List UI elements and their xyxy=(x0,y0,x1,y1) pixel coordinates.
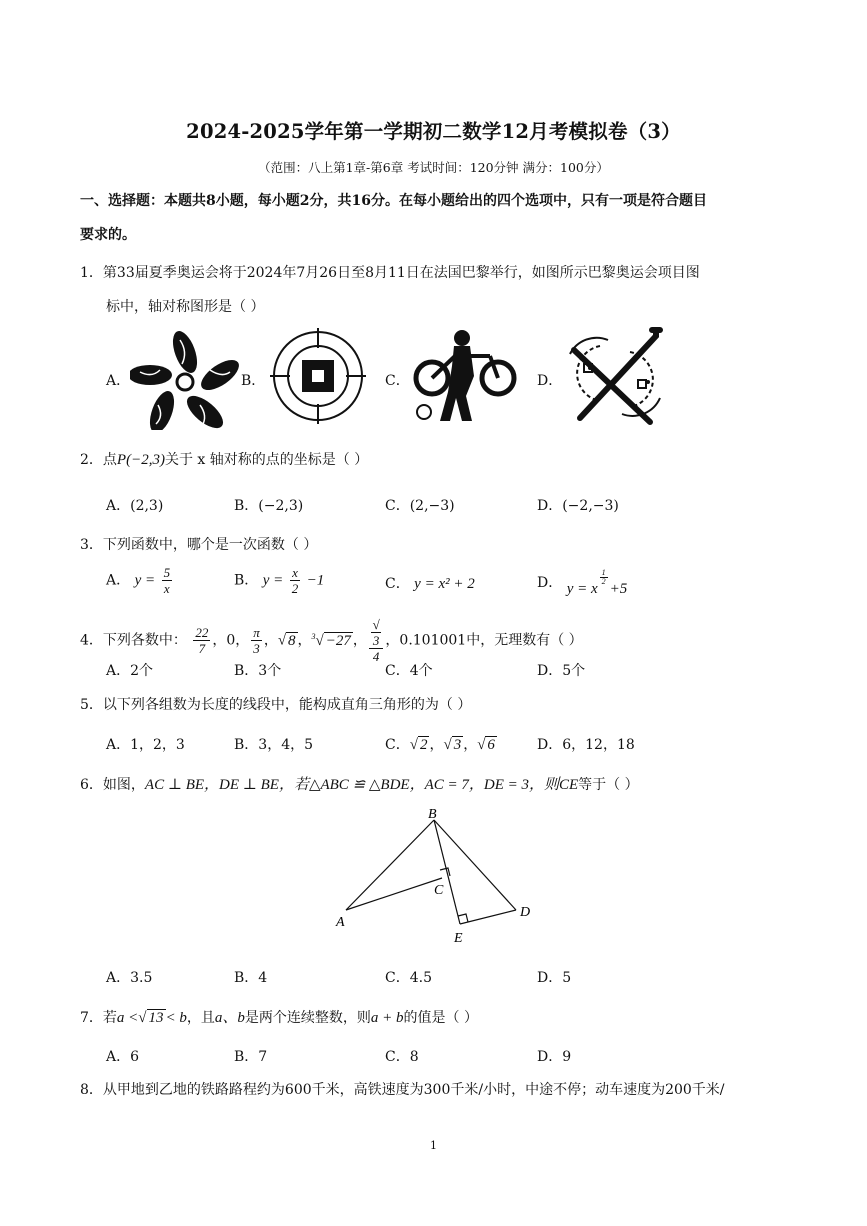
q3-stem: 3．下列函数中，哪个是一次函数（ ） xyxy=(80,537,318,553)
q5-option-a: A．1，2，3 xyxy=(106,737,185,753)
q7-option-a: A．6 xyxy=(106,1049,140,1065)
q6-triangle-figure xyxy=(330,806,540,952)
q7-option-b: B．7 xyxy=(234,1049,268,1065)
q5-option-c: C．√ 2 ，√ 3 ，√ 6 xyxy=(385,737,495,753)
q4-stem: 4．下列各数中： $\frac{22}{7}$ ，0， $\frac{\pi}{3}$ ，√ 8 ，$^3$√ −27 ， √ 3 4 ，0.101001中，无理数有（ ） xyxy=(80,617,583,664)
q6-stem: 6．如图，AC ⊥ BE，DE ⊥ BE，若△ABC ≌ △BDE，AC = 7，DE = 3，则CE等于（ ） xyxy=(80,777,639,793)
q3-option-b: B． y = $\frac{x}{2}$ −1 xyxy=(234,565,325,596)
q1-option-b-label: B． xyxy=(241,373,266,389)
label-e: E xyxy=(454,931,463,946)
q5-option-d: D．6，12，18 xyxy=(537,737,635,753)
q4-option-c: C．4个 xyxy=(385,663,433,679)
exam-subtitle: （范围：八上第1章-第6章 考试时间：120分钟 满分：100分） xyxy=(258,160,609,175)
segment-be xyxy=(434,820,460,924)
label-d: D xyxy=(520,905,531,920)
label-a: A xyxy=(336,915,345,930)
q4-option-b: B．3个 xyxy=(234,663,282,679)
q1-stem-line2: 标中，轴对称图形是（ ） xyxy=(106,299,265,315)
segment-bd xyxy=(434,820,516,910)
q1-figure-a-pinwheel-icon xyxy=(130,330,240,430)
label-c: C xyxy=(434,883,444,898)
segment-ac xyxy=(346,878,442,910)
q2-point: P(−2,3) xyxy=(116,452,165,468)
q5-stem: 5．以下列各组数为长度的线段中，能构成直角三角形的为（ ） xyxy=(80,697,472,713)
label-b: B xyxy=(428,807,437,822)
q7-stem: 7．若a <√ 13 < b，且a、b是两个连续整数，则a + b的值是（ ） xyxy=(80,1010,478,1026)
section-heading-line2: 要求的。 xyxy=(80,227,136,243)
q7-option-c: C．8 xyxy=(385,1049,419,1065)
segment-ed xyxy=(460,910,516,924)
q1-figure-b-target-icon xyxy=(268,326,368,426)
page-number: 1 xyxy=(430,1139,437,1152)
q1-option-a-label: A． xyxy=(106,373,131,389)
q1-option-d-label: D． xyxy=(537,373,563,389)
q7-option-d: D．9 xyxy=(537,1049,572,1065)
q1-option-c-label: C． xyxy=(385,373,410,389)
q6-option-d: D．5 xyxy=(537,970,572,986)
q3-option-d: D． y = x $\frac{1}{2}$ +5 xyxy=(537,567,628,597)
q3-option-c: C． y = x² + 2 xyxy=(385,576,475,592)
q2-option-c: C．(2,−3) xyxy=(385,498,455,514)
q3-option-a: A． y = $\frac{5}{x}$ xyxy=(106,565,171,596)
q2-option-d: D．(−2,−3) xyxy=(537,498,619,514)
q2-suffix: 关于 x 轴对称的点的坐标是（ ） xyxy=(164,452,369,468)
section-heading xyxy=(80,184,800,252)
q6-option-b: B．4 xyxy=(234,970,268,986)
section-heading-line1: 一、选择题：本题共8小题，每小题2分，共16分。在每小题给出的四个选项中，只有一项是符合题目 xyxy=(80,193,707,209)
q1-figure-d-hockey-icon xyxy=(560,322,670,430)
q2-prefix: 2．点 xyxy=(80,452,117,468)
q2-option-a: A．(2,3) xyxy=(106,498,164,514)
q1-figure-c-cyclist-icon xyxy=(410,326,520,426)
q1-stem-line1: 1．第33届夏季奥运会将于2024年7月26日至8月11日在法国巴黎举行，如图所示巴黎奥运会项目图 xyxy=(80,265,700,281)
q2-option-b: B．(−2,3) xyxy=(234,498,304,514)
q6-option-c: C．4.5 xyxy=(385,970,432,986)
right-angle-c xyxy=(440,868,450,876)
q2-stem xyxy=(80,449,368,469)
segment-ab xyxy=(346,820,434,910)
q8-stem-line1: 8．从甲地到乙地的铁路路程约为600千米，高铁速度为300千米/小时，中途不停；动车速度为200千米/ xyxy=(80,1082,725,1098)
q5-option-b: B．3，4，5 xyxy=(234,737,314,753)
q4-option-d: D．5个 xyxy=(537,663,586,679)
q4-option-a: A．2个 xyxy=(106,663,154,679)
page-title: 2024-2025学年第一学期初二数学12月考模拟卷（3） xyxy=(186,120,681,143)
q6-option-a: A．3.5 xyxy=(106,970,153,986)
